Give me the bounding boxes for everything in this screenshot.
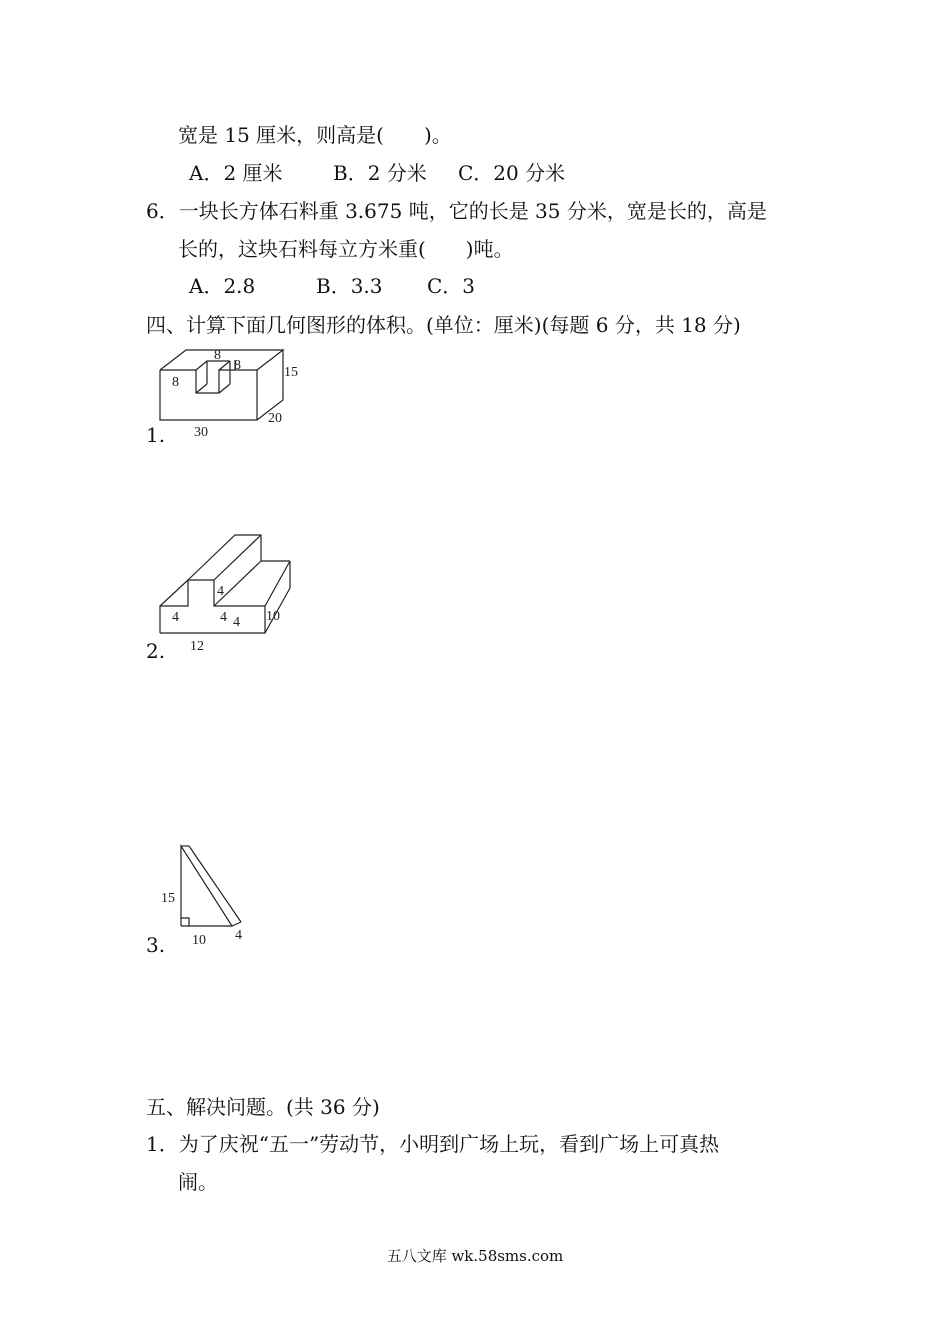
section5-q1-line2: 闹。 — [178, 1170, 218, 1194]
fig2-label-step-height: 4 — [233, 615, 240, 630]
q6-option-c: C．3 — [427, 274, 476, 298]
fig1-notched-cuboid — [150, 340, 320, 445]
fig2-label-riser: 4 — [217, 584, 224, 599]
fig2-number: 2. — [146, 639, 166, 663]
fig1-number: 1. — [146, 423, 166, 447]
fig3-label-thickness: 4 — [235, 928, 242, 943]
q6-option-a: A．2.8 — [189, 274, 256, 298]
q6-option-b: B．3.3 — [316, 274, 383, 298]
q6-line1: 6．一块长方体石料重 3.675 吨，它的长是 35 分米，宽是长的，高是 — [146, 199, 767, 223]
fig1-label-left: 8 — [172, 375, 179, 390]
section5-q1-line1: 1．为了庆祝“五一”劳动节，小明到广场上玩，看到广场上可真热 — [146, 1132, 720, 1156]
q5-option-a: A．2 厘米 — [189, 161, 283, 185]
q5-option-b: B．2 分米 — [333, 161, 427, 185]
fig3-number: 3. — [146, 933, 166, 957]
section5-title: 五、解决问题。(共 36 分) — [146, 1095, 380, 1119]
fig1-label-width: 20 — [268, 411, 282, 426]
fig3-label-height: 15 — [161, 891, 175, 906]
fig1-label-top: 8 — [214, 348, 221, 363]
fig1-label-height: 15 — [284, 365, 298, 380]
footer-watermark: 五八文库 wk.58sms.com — [386, 1247, 564, 1265]
q5-line2: 宽是 15 厘米，则高是( )。 — [178, 123, 452, 147]
fig2-step-prism — [150, 525, 320, 660]
fig2-label-depth: 10 — [266, 609, 280, 624]
fig1-label-depth: 8 — [234, 358, 241, 373]
fig2-label-length: 12 — [190, 639, 204, 654]
fig3-triangular-prism — [150, 838, 260, 953]
fig2-label-front-left: 4 — [172, 610, 179, 625]
q6-line2: 长的，这块石料每立方米重( )吨。 — [178, 237, 514, 261]
fig1-label-length: 30 — [194, 425, 208, 440]
fig2-label-front-mid: 4 — [220, 610, 227, 625]
fig3-label-base: 10 — [192, 933, 206, 948]
q5-option-c: C．20 分米 — [458, 161, 566, 185]
section4-title: 四、计算下面几何图形的体积。(单位：厘米)(每题 6 分，共 18 分) — [146, 313, 741, 337]
